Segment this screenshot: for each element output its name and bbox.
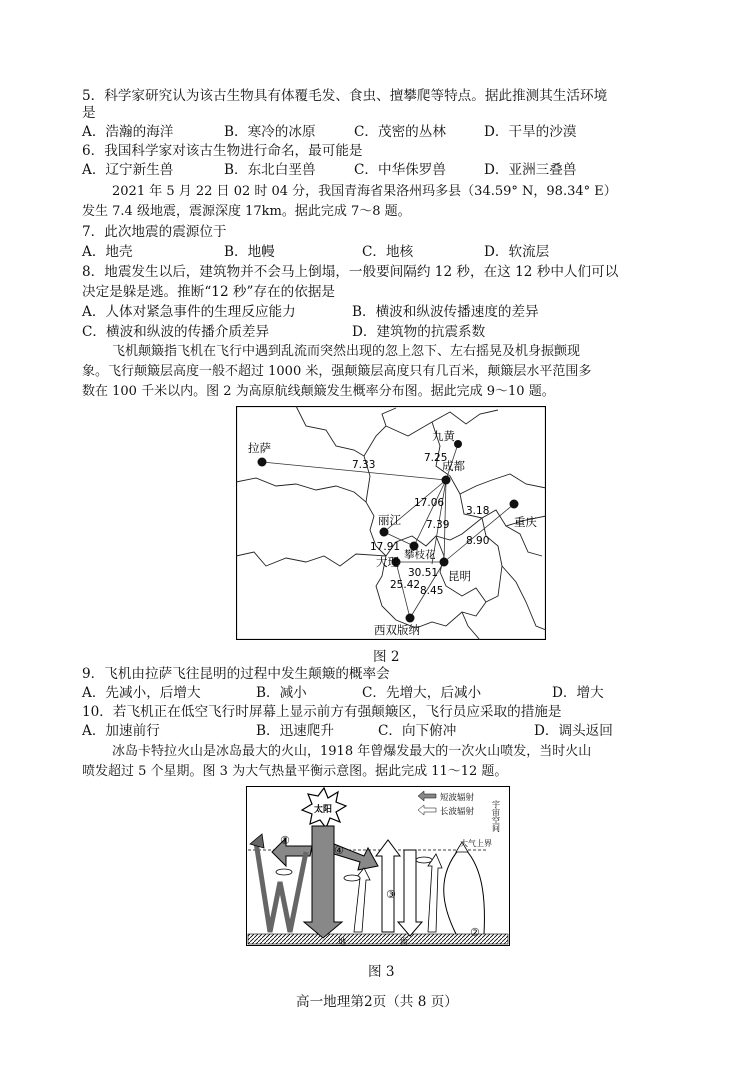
volcano-intro-line1: 冰岛卡特拉火山是冰岛最大的火山，1918 年曾爆发最大的一次火山喷发，当时火山 (112, 744, 592, 759)
value-lasa-chengdu: 7.33 (352, 459, 376, 471)
figure3-caption: 图 3 (368, 964, 395, 980)
city-dot-lasa (258, 458, 267, 467)
q5-option-b[interactable]: B．寒冷的冰原 (224, 124, 316, 140)
city-label-chongqing: 重庆 (514, 515, 537, 529)
q7-option-d[interactable]: D．软流层 (484, 244, 550, 260)
q6-option-a[interactable]: A．辽宁新生兽 (82, 162, 174, 178)
value-lijiang-panzhihua: 17.91 (370, 541, 401, 553)
q8-option-b[interactable]: B．横波和纵波传播速度的差异 (352, 304, 539, 320)
value-chengdu-kunming: 3.18 (466, 505, 490, 517)
q6-option-b[interactable]: B．东北白垩兽 (224, 162, 316, 178)
turbulence-intro-line2: 象。飞行颠簸层高度一般不超过 1000 米，强颠簸层高度只有几百米，颠簸层水平范围多 (82, 364, 592, 379)
q8-stem-cont: 决定是躲是逃。推断“12 秒”存在的依据是 (82, 284, 336, 300)
city-dot-chengdu (442, 476, 451, 485)
q7-stem: 7．此次地震的震源位于 (82, 224, 227, 240)
q10-option-d[interactable]: D．调头返回 (534, 723, 613, 739)
value-kunming-xsbn: 8.45 (420, 585, 444, 597)
quake-intro-line2: 发生 7.4 级地震，震源深度 17km。据此完成 7～8 题。 (82, 204, 411, 219)
value-chengdu-lijiang: 17.06 (414, 497, 445, 509)
q10-option-a[interactable]: A．加速前行 (82, 723, 160, 739)
city-label-lasa: 拉萨 (248, 441, 271, 455)
value-dali-kunming: 30.51 (408, 567, 439, 579)
cloud-icon (416, 857, 432, 863)
q8-option-c[interactable]: C．横波和纵波的传播介质差异 (82, 324, 270, 340)
q7-option-b[interactable]: B．地幔 (224, 244, 275, 260)
city-label-kunming: 昆明 (448, 569, 471, 583)
city-dot-kunming (440, 558, 449, 567)
city-dot-chongqing (510, 500, 519, 509)
q10-option-c[interactable]: C．向下俯冲 (378, 723, 457, 739)
city-label-xishuangbanna: 西双版纳 (374, 623, 420, 637)
q8-stem: 8．地震发生以后，建筑物并不会马上倒塌，一般要间隔约 12 秒，在这 12 秒中人们可以 (82, 264, 619, 280)
q9-option-b[interactable]: B．减小 (256, 685, 307, 701)
turbulence-intro-line1: 飞机颠簸指飞机在飞行中遇到乱流而突然出现的忽上忽下、左右摇晃及机身振颤现 (112, 344, 581, 359)
cloud-icon (344, 875, 360, 881)
value-chongqing-kunming: 8.90 (466, 535, 490, 547)
city-label-panzhihua: 攀枝花 (404, 549, 436, 561)
q9-option-a[interactable]: A．先减小，后增大 (82, 685, 201, 701)
q9-option-c[interactable]: C．先增大，后减小 (362, 685, 482, 701)
quake-intro-line1: 2021 年 5 月 22 日 02 时 04 分，我国青海省果洛州玛多县（34.59° N，98.34° E） (112, 184, 617, 199)
value-chengdu-panzhihua: 7.39 (426, 519, 450, 531)
city-label-lijiang: 丽江 (378, 513, 401, 527)
space-label: 宇宙空间 (491, 800, 501, 832)
q9-option-d[interactable]: D．增大 (552, 685, 604, 701)
turbulence-intro-line3: 数在 100 千米以内。图 2 为高原航线颠簸发生概率分布图。据此完成 9～10 题。 (82, 384, 555, 399)
city-dot-jiuhuang (454, 440, 462, 448)
q5-option-c[interactable]: C．茂密的丛林 (354, 124, 446, 140)
city-dot-lijiang (380, 528, 389, 537)
label-n4: ④ (334, 844, 344, 857)
q5-option-d[interactable]: D．干旱的沙漠 (484, 124, 577, 140)
city-label-chengdu: 成都 (442, 459, 465, 473)
ground-label-left: 地 (338, 937, 346, 946)
q6-stem: 6．我国科学家对该古生物进行命名，最可能是 (82, 143, 363, 159)
value-jiuhuang-chengdu: 7.25 (424, 452, 448, 464)
figure2-caption: 图 2 (373, 649, 400, 665)
q6-option-d[interactable]: D．亚洲三叠兽 (484, 162, 577, 178)
label-n3: ③ (386, 888, 396, 901)
label-n1: ① (280, 834, 290, 847)
sun-label: 太阳 (314, 805, 333, 815)
city-label-dali: 大理 (376, 555, 399, 569)
ground (248, 934, 508, 944)
cloud-icon (276, 869, 292, 875)
ground-label-right: 面 (400, 937, 408, 946)
q7-option-c[interactable]: C．地核 (362, 244, 414, 260)
q8-option-d[interactable]: D．建筑物的抗震系数 (352, 324, 486, 340)
legend-longwave-label: 长波辐射 (440, 807, 475, 817)
city-dot-xishuangbanna (406, 614, 415, 623)
page-footer: 高一地理第2页（共 8 页） (296, 994, 458, 1010)
label-n2: ② (470, 926, 480, 939)
figure3-heat-balance-diagram (246, 786, 510, 946)
q8-option-a[interactable]: A．人体对紧急事件的生理反应能力 (82, 304, 296, 320)
q10-stem: 10．若飞机正在低空飞行时屏幕上显示前方有强颠簸区，飞行员应采取的措施是 (82, 704, 562, 720)
value-dali-xsbn: 25.42 (390, 579, 421, 591)
q10-option-b[interactable]: B．迅速爬升 (256, 723, 334, 739)
q6-option-c[interactable]: C．中华侏罗兽 (354, 162, 446, 178)
q5-stem: 5．科学家研究认为该古生物具有体覆毛发、食虫、擅攀爬等特点。据此推测其生活环境 (82, 88, 608, 104)
city-label-jiuhuang: 九黄 (432, 429, 455, 443)
volcano-intro-line2: 喷发超过 5 个星期。图 3 为大气热量平衡示意图。据此完成 11～12 题。 (82, 764, 508, 779)
legend-shortwave-label: 短波辐射 (440, 793, 475, 803)
atmosphere-top-label: 大气上界 (460, 839, 492, 848)
q5-stem-cont: 是 (82, 105, 96, 121)
figure2-map (236, 406, 546, 640)
q9-stem: 9．飞机由拉萨飞往昆明的过程中发生颠簸的概率会 (82, 666, 390, 682)
q5-option-a[interactable]: A．浩瀚的海洋 (82, 124, 174, 140)
q7-option-a[interactable]: A．地壳 (82, 244, 133, 260)
